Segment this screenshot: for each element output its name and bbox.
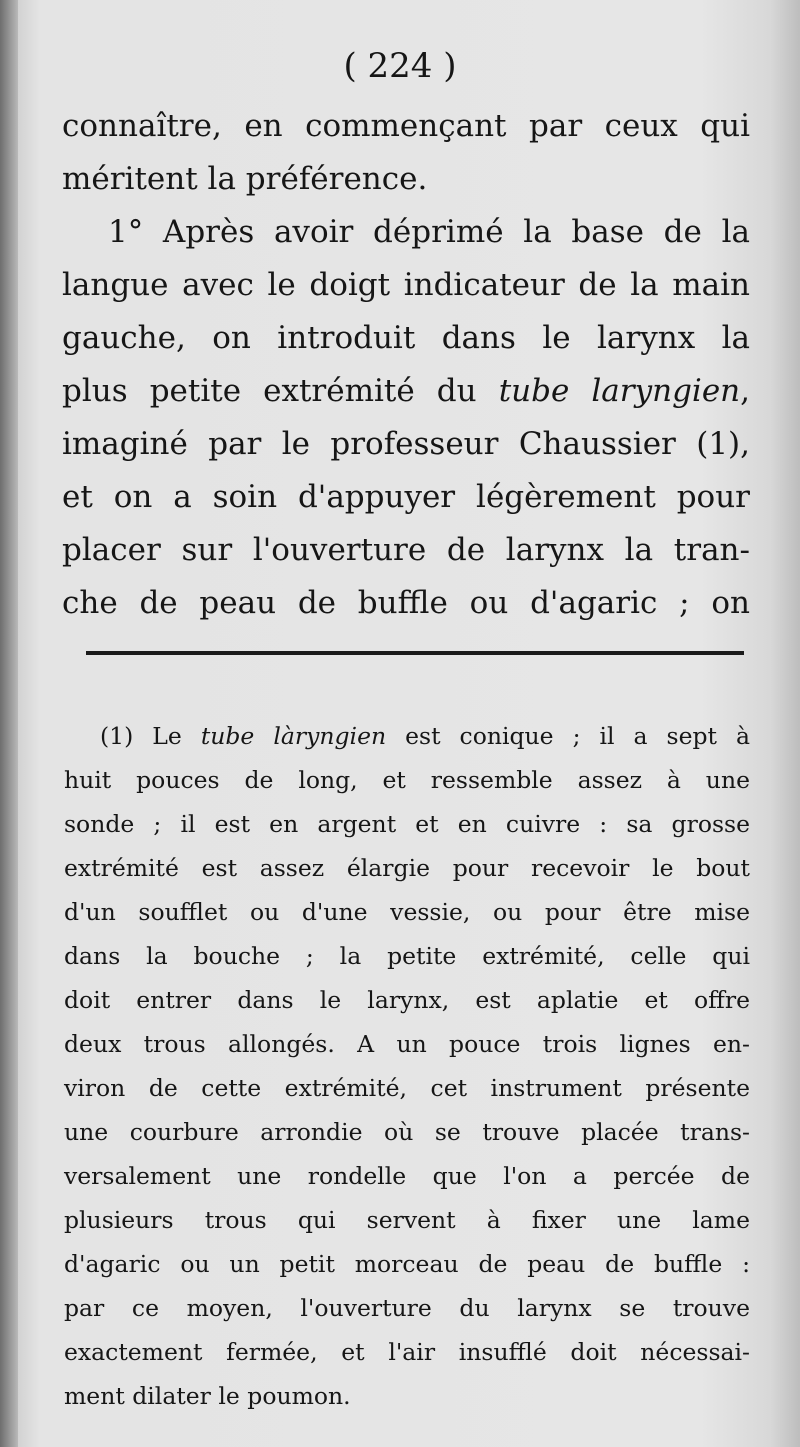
italic-term: tube laryngien (498, 373, 741, 409)
text-line: che de peau de buffle ou d'agaric ; on (62, 585, 750, 621)
italic-term: tube làryngien (200, 722, 387, 750)
page-gutter-shadow (0, 0, 18, 1447)
text-line: méritent la préférence. (62, 161, 428, 197)
footnote-line: dans la bouche ; la petite extrémité, celle qui (64, 942, 750, 970)
footnote-line: d'un soufflet ou d'une vessie, ou pour être mise (64, 898, 750, 926)
text-line: plus petite extrémité du tube laryngien, (62, 373, 750, 409)
footnote-line: une courbure arrondie où se trouve placée trans- (64, 1118, 750, 1146)
page-number: ( 224 ) (343, 46, 457, 86)
footnote-block (64, 714, 750, 1418)
footnote-line: huit pouces de long, et ressemble assez à une (64, 766, 750, 794)
footnote-line: exactement fermée, et l'air insufflé doit nécessai- (64, 1338, 750, 1366)
footnote-line: versalement une rondelle que l'on a percée de (64, 1162, 750, 1190)
footnote-line: extrémité est assez élargie pour recevoir le bout (64, 854, 750, 882)
footnote-line: plusieurs trous qui servent à fixer une lame (64, 1206, 750, 1234)
text-line: gauche, on introduit dans le larynx la (62, 320, 750, 356)
footnote-line: viron de cette extrémité, cet instrument présente (64, 1074, 750, 1102)
footnote-line: sonde ; il est en argent et en cuivre : sa grosse (64, 810, 750, 838)
footnote-separator-rule (86, 651, 744, 655)
footnote-line: doit entrer dans le larynx, est aplatie et offre (64, 986, 750, 1014)
footnote-line: ment dilater le poumon. (64, 1382, 351, 1410)
text-line: 1° Après avoir déprimé la base de la (108, 214, 750, 250)
main-text-block (62, 100, 750, 630)
text-line: imaginé par le professeur Chaussier (1), (62, 426, 750, 462)
text-line: et on a soin d'appuyer légèrement pour (62, 479, 750, 515)
footnote-line: (1) Le tube làryngien est conique ; il a sept à (100, 722, 751, 750)
footnote-line: deux trous allongés. A un pouce trois lignes en- (64, 1030, 750, 1058)
footnote-line: d'agaric ou un petit morceau de peau de buffle : (64, 1250, 750, 1278)
text-line: langue avec le doigt indicateur de la main (62, 267, 750, 303)
text-line: placer sur l'ouverture de larynx la tran- (62, 532, 750, 568)
footnote-line: par ce moyen, l'ouverture du larynx se trouve (64, 1294, 750, 1322)
text-line: connaître, en commençant par ceux qui (62, 108, 750, 144)
